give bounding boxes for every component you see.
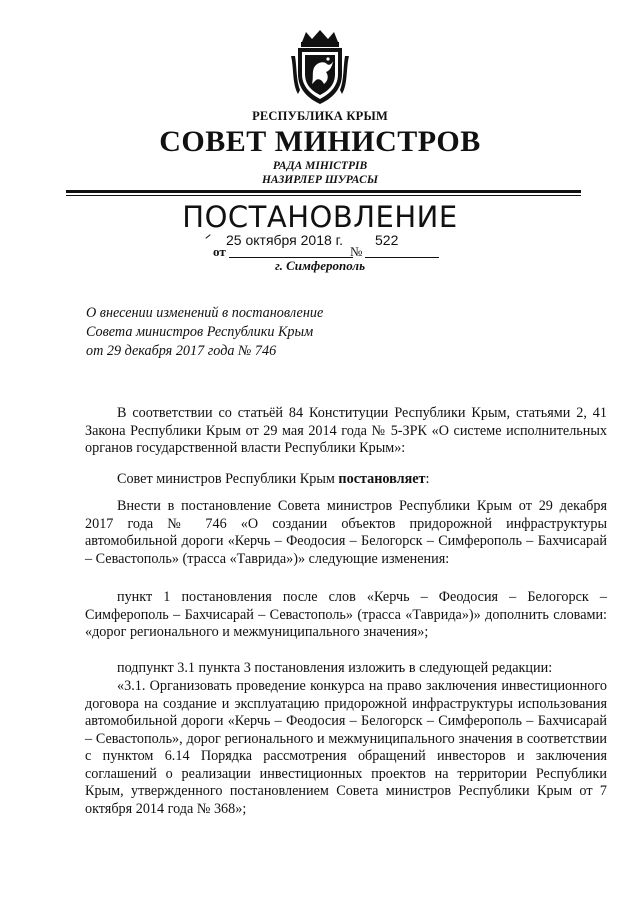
paragraph-text: пункт 1 постановления после слов «Керчь – Феодосия – Белогорск – Симферополь – Бахчисарай – Севастополь» (трасса «Таврида»)» дополнить словами: «дорог регионального и межмуниципального значения»; <box>85 589 607 640</box>
paragraph-text: Внести в постановление Совета министров Республики Крым от 29 декабря 2017 года № 746 «О создании объектов придорожной инфраструктуры автомобильной дороги «Керчь – Феодосия – Белогорск – Симферополь – Бахчисарай – Севастополь» (трасса «Таврида»)» следующие изменения: <box>85 498 607 567</box>
document-city: г. Симферополь <box>274 258 366 273</box>
paragraph-text: В соответствии со статьёй 84 Конституции Республики Крым, статьями 2, 41 Закона Республики Крым от 29 мая 2014 года № 5-ЗРК «О системе исполнительных органов государственной власти Республики Крым»: <box>85 405 607 456</box>
document-number: 522 <box>375 232 399 248</box>
number-label: № <box>350 244 363 259</box>
handwritten-mark <box>205 234 210 239</box>
body-paragraph <box>85 471 607 489</box>
date-label: от <box>213 244 226 259</box>
header-rule-thin <box>66 195 581 196</box>
coat-of-arms-icon <box>288 28 352 106</box>
document-date: 25 октября 2018 г. <box>226 232 343 248</box>
document-type-title: ПОСТАНОВЛЕНИЕ <box>182 200 458 234</box>
body-paragraph <box>85 660 607 678</box>
resolution-keyword: постановляет <box>338 471 426 487</box>
resolution-clause-colon: : <box>425 471 430 487</box>
council-name-tatar: НАЗИРЛЕР ШУРАСЫ <box>261 174 378 186</box>
subject-line: О внесении изменений в постановление <box>86 305 324 321</box>
body-paragraph <box>85 405 607 458</box>
paragraph-text: подпункт 3.1 пункта 3 постановления изложить в следующей редакции: <box>117 660 553 676</box>
body-paragraph <box>85 498 607 568</box>
council-name: СОВЕТ МИНИСТРОВ <box>159 125 481 158</box>
republic-name: РЕСПУБЛИКА КРЫМ <box>252 109 388 123</box>
body-paragraph <box>85 589 607 642</box>
resolution-clause <box>85 471 607 489</box>
document-subject <box>86 304 323 361</box>
paragraph-text: «3.1. Организовать проведение конкурса на право заключения инвестиционного договора на создание и эксплуатацию придорожной инфраструктуры использования автомобильной дороги «Керчь – Феодосия – Белогорск – Симферополь – Бахчисарай – Севастополь», дорог регионального и межмуниципального значения в соответствии с пунктом 6.14 Порядка рассмотрения обращений инвесторов и заключения соглашений о реализации инвестиционных проектов на территории Республики Крым, утвержденного постановлением Совета министров Республики Крым от 7 октября 2014 года № 368»; <box>85 678 607 817</box>
body-paragraph <box>85 678 607 818</box>
header-rule-thick <box>66 190 581 193</box>
subject-line: от 29 декабря 2017 года № 746 <box>86 343 277 359</box>
council-name-ukrainian: РАДА МІНІСТРІВ <box>272 160 368 172</box>
subject-line: Совета министров Республики Крым <box>86 324 314 340</box>
resolution-clause-text: Совет министров Республики Крым <box>117 471 339 487</box>
